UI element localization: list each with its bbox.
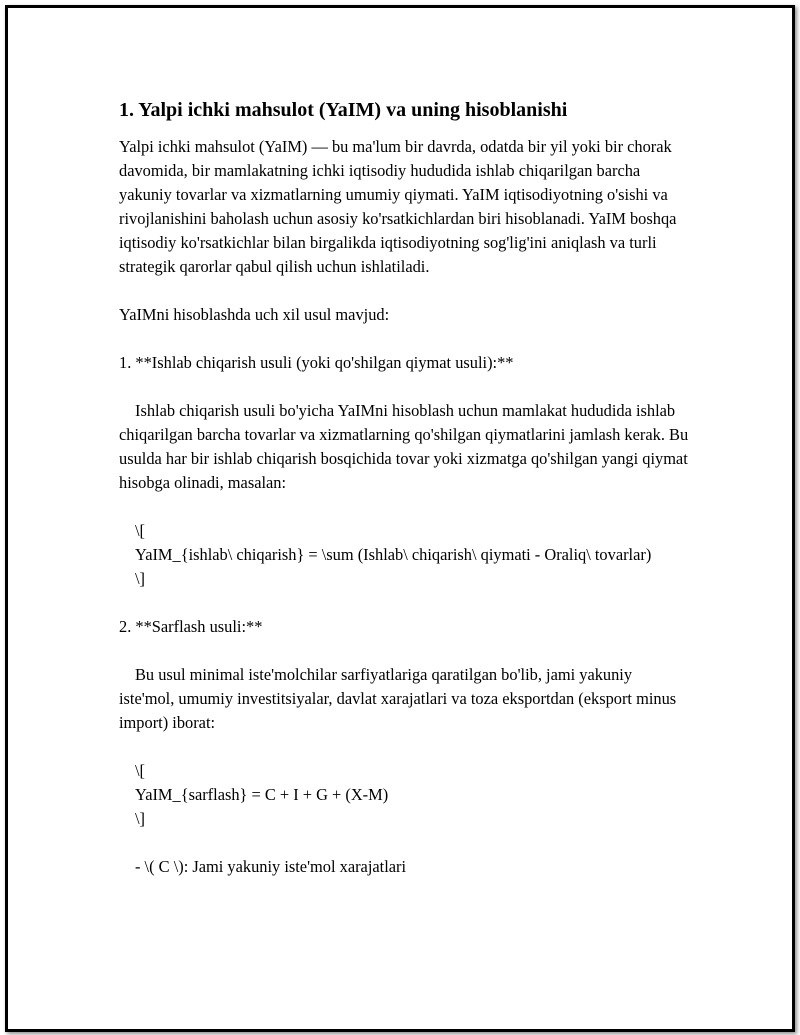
document-content [119,95,689,879]
method1-formula-close: \] [135,569,146,588]
method2-bullet: - \( C \): Jami yakuniy iste'mol xarajatlari [135,857,407,876]
method1-title: 1. **Ishlab chiqarish usuli (yoki qo'shilgan qiymat usuli):** [119,353,514,372]
method1-formula: YaIM_{ishlab\ chiqarish} = \sum (Ishlab\ chiqarish\ qiymati - Oraliq\ tovarlar) [135,545,652,564]
method1-formula-open: \[ [135,521,146,540]
method1-description: Ishlab chiqarish usuli bo'yicha YaIMni hisoblash uchun mamlakat hududida ishlab chiqarilgan barcha tovarlar va xizmatlarning qo'shilgan qiymatlarini jamlash kerak. Bu usulda har bir ishlab chiqarish bosqichida tovar yoki xizmatga qo'shilgan yangi qiymat hisobga olinadi, masalan: [119,401,689,492]
intro-paragraph: Yalpi ichki mahsulot (YaIM) — bu ma'lum bir davrda, odatda bir yil yoki bir chorak davomida, bir mamlakatning ichki iqtisodiy hududida ishlab chiqarilgan barcha yakuniy tovarlar va xizmatlarning umumiy qiymati. YaIM iqtisodiyotning o'sishi va rivojlanishini baholash uchun asosiy ko'rsatkichlardan biri hisoblanadi. YaIM boshqa iqtisodiy ko'rsatkichlar bilan birgalikda iqtisodiyotning sog'lig'ini aniqlash va turli strategik qarorlar qabul qilish uchun ishlatiladi. [119,137,677,276]
section-heading: 1. Yalpi ichki mahsulot (YaIM) va uning hisoblanishi [119,99,568,121]
method2-formula-close: \] [135,809,146,828]
method2-title: 2. **Sarflash usuli:** [119,617,263,636]
methods-intro: YaIMni hisoblashda uch xil usul mavjud: [119,305,390,324]
method2-description: Bu usul minimal iste'molchilar sarfiyatlariga qaratilgan bo'lib, jami yakuniy iste'mol, umumiy investitsiyalar, davlat xarajatlari va toza eksportdan (eksport minus import) iborat: [119,665,677,732]
method2-formula: YaIM_{sarflash} = C + I + G + (X-M) [135,785,389,804]
document-page [5,5,795,1032]
method2-formula-open: \[ [135,761,146,780]
